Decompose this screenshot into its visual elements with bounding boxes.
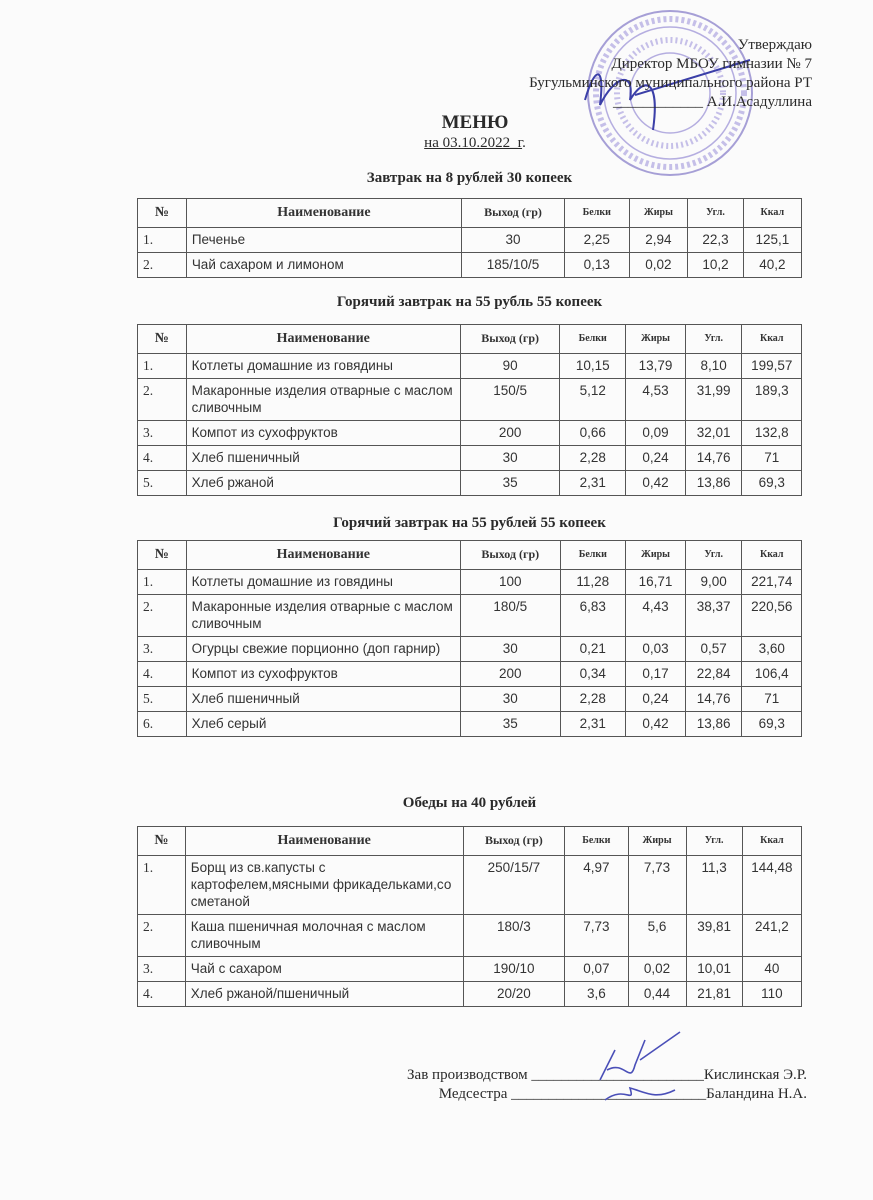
cell-name: Компот из сухофруктов (186, 662, 460, 687)
cell-name: Макаронные изделия отварные с маслом сливочным (186, 379, 460, 421)
column-header-carbs: Угл. (685, 325, 742, 354)
cell-yield: 20/20 (463, 982, 565, 1007)
column-header-name: Наименование (186, 325, 460, 354)
cell-protein: 4,97 (565, 856, 628, 915)
cell-number: 3. (138, 421, 187, 446)
cell-protein: 7,73 (565, 915, 628, 957)
cell-name: Борщ из св.капусты с картофелем,мясными фрикадельками,со сметаной (185, 856, 463, 915)
table-row (138, 662, 802, 687)
cell-name: Чай с сахаром (185, 957, 463, 982)
signature-name: Кислинская Э.Р. (703, 1067, 807, 1083)
cell-yield: 180/5 (460, 595, 560, 637)
cell-yield: 150/5 (460, 379, 560, 421)
cell-yield: 30 (461, 228, 564, 253)
cell-number: 4. (138, 446, 187, 471)
cell-protein: 0,21 (560, 637, 625, 662)
cell-number: 1. (138, 228, 187, 253)
approver-name: А.И.Асадуллина (706, 94, 812, 110)
cell-kcal: 189,3 (742, 379, 802, 421)
section-title: Горячий завтрак на 55 рубль 55 копеек (336, 294, 603, 310)
column-header-fat: Жиры (626, 541, 686, 570)
menu-table (137, 826, 802, 1007)
column-header-carbs: Угл. (685, 541, 742, 570)
cell-name: Каша пшеничная молочная с маслом сливочным (185, 915, 463, 957)
cell-number: 3. (138, 957, 186, 982)
approval-block (529, 36, 812, 112)
cell-carbs: 0,57 (685, 637, 742, 662)
table-row (138, 856, 802, 915)
table-row (138, 421, 802, 446)
cell-protein: 2,28 (560, 687, 625, 712)
cell-protein: 10,15 (560, 354, 626, 379)
cell-name: Огурцы свежие порционно (доп гарнир) (186, 637, 460, 662)
approval-organization: Бугульминского муниципального района РТ (529, 75, 812, 91)
cell-yield: 35 (460, 471, 560, 496)
table-header (138, 827, 802, 856)
signature-line: _______________________ (531, 1067, 704, 1083)
cell-yield: 35 (460, 712, 560, 737)
table-row (138, 982, 802, 1007)
table-header (138, 199, 802, 228)
cell-carbs: 13,86 (685, 712, 742, 737)
cell-yield: 100 (460, 570, 560, 595)
column-header-protein: Белки (560, 325, 626, 354)
cell-carbs: 39,81 (686, 915, 742, 957)
cell-kcal: 40 (742, 957, 801, 982)
cell-kcal: 199,57 (742, 354, 802, 379)
cell-number: 1. (138, 354, 187, 379)
cell-carbs: 14,76 (685, 687, 742, 712)
cell-number: 2. (138, 253, 187, 278)
cell-carbs: 38,37 (685, 595, 742, 637)
column-header-number: № (138, 541, 187, 570)
table-row (138, 687, 802, 712)
cell-name: Котлеты домашние из говядины (186, 570, 460, 595)
cell-yield: 90 (460, 354, 560, 379)
cell-protein: 5,12 (560, 379, 626, 421)
cell-kcal: 110 (742, 982, 801, 1007)
cell-kcal: 125,1 (743, 228, 801, 253)
cell-name: Чай сахаром и лимоном (186, 253, 461, 278)
document-title: МЕНЮ (441, 112, 509, 133)
cell-protein: 2,31 (560, 471, 626, 496)
cell-protein: 6,83 (560, 595, 625, 637)
cell-yield: 200 (460, 662, 560, 687)
cell-name: Компот из сухофруктов (186, 421, 460, 446)
cell-kcal: 221,74 (742, 570, 802, 595)
cell-protein: 2,28 (560, 446, 626, 471)
cell-fat: 0,42 (626, 471, 686, 496)
cell-number: 6. (138, 712, 187, 737)
cell-fat: 0,02 (629, 253, 688, 278)
column-header-protein: Белки (565, 199, 630, 228)
cell-name: Хлеб ржаной (186, 471, 460, 496)
cell-fat: 0,17 (626, 662, 686, 687)
cell-number: 5. (138, 471, 187, 496)
cell-fat: 4,43 (626, 595, 686, 637)
cell-number: 2. (138, 915, 186, 957)
cell-yield: 190/10 (463, 957, 565, 982)
menu-table (137, 540, 802, 737)
cell-kcal: 144,48 (742, 856, 801, 915)
cell-kcal: 71 (742, 687, 802, 712)
signature-role: Зав производством (407, 1067, 528, 1083)
cell-number: 4. (138, 982, 186, 1007)
cell-yield: 185/10/5 (461, 253, 564, 278)
cell-carbs: 10,2 (688, 253, 743, 278)
column-header-protein: Белки (565, 827, 628, 856)
signature-name: Баландина Н.А. (706, 1086, 807, 1102)
cell-number: 1. (138, 856, 186, 915)
cell-protein: 0,66 (560, 421, 626, 446)
column-header-kcal: Ккал (742, 325, 802, 354)
cell-protein: 11,28 (560, 570, 625, 595)
signature-line: __________________________ (511, 1086, 707, 1102)
cell-number: 3. (138, 637, 187, 662)
table-row (138, 471, 802, 496)
column-header-yield: Выход (гр) (463, 827, 565, 856)
column-header-kcal: Ккал (742, 541, 802, 570)
column-header-yield: Выход (гр) (460, 541, 560, 570)
cell-protein: 3,6 (565, 982, 628, 1007)
cell-yield: 30 (460, 637, 560, 662)
cell-number: 2. (138, 379, 187, 421)
cell-fat: 4,53 (626, 379, 686, 421)
table-row (138, 446, 802, 471)
cell-carbs: 22,84 (685, 662, 742, 687)
cell-fat: 7,73 (628, 856, 686, 915)
cell-yield: 30 (460, 687, 560, 712)
cell-kcal: 241,2 (742, 915, 801, 957)
column-header-fat: Жиры (629, 199, 688, 228)
cell-yield: 30 (460, 446, 560, 471)
cell-number: 4. (138, 662, 187, 687)
cell-carbs: 32,01 (685, 421, 742, 446)
cell-carbs: 14,76 (685, 446, 742, 471)
menu-table (137, 198, 802, 278)
cell-number: 1. (138, 570, 187, 595)
column-header-number: № (138, 199, 187, 228)
cell-kcal: 40,2 (743, 253, 801, 278)
table-row (138, 957, 802, 982)
column-header-carbs: Угл. (688, 199, 743, 228)
handwritten-signatures (585, 1030, 695, 1110)
cell-name: Хлеб ржаной/пшеничный (185, 982, 463, 1007)
cell-protein: 0,07 (565, 957, 628, 982)
column-header-kcal: Ккал (743, 199, 801, 228)
approval-position: Директор МБОУ гимназии № 7 (611, 56, 812, 72)
cell-name: Котлеты домашние из говядины (186, 354, 460, 379)
table-header (138, 325, 802, 354)
table-row (138, 570, 802, 595)
column-header-kcal: Ккал (742, 827, 801, 856)
section-title: Горячий завтрак на 55 рублей 55 копеек (333, 515, 606, 531)
cell-number: 5. (138, 687, 187, 712)
menu-date (0, 135, 873, 152)
cell-kcal: 132,8 (742, 421, 802, 446)
table-row (138, 228, 802, 253)
cell-fat: 2,94 (629, 228, 688, 253)
cell-kcal: 69,3 (742, 471, 802, 496)
table-row (138, 637, 802, 662)
cell-protein: 0,34 (560, 662, 625, 687)
column-header-name: Наименование (185, 827, 463, 856)
cell-protein: 0,13 (565, 253, 630, 278)
cell-carbs: 13,86 (685, 471, 742, 496)
menu-table (137, 324, 802, 496)
cell-kcal: 3,60 (742, 637, 802, 662)
cell-carbs: 22,3 (688, 228, 743, 253)
table-header (138, 541, 802, 570)
cell-yield: 180/3 (463, 915, 565, 957)
cell-fat: 0,44 (628, 982, 686, 1007)
cell-kcal: 220,56 (742, 595, 802, 637)
cell-fat: 0,02 (628, 957, 686, 982)
table-row (138, 915, 802, 957)
cell-name: Хлеб пшеничный (186, 687, 460, 712)
cell-carbs: 31,99 (685, 379, 742, 421)
approval-signature-line (529, 93, 812, 112)
cell-yield: 200 (460, 421, 560, 446)
column-header-fat: Жиры (628, 827, 686, 856)
cell-carbs: 10,01 (686, 957, 742, 982)
cell-fat: 0,42 (626, 712, 686, 737)
cell-fat: 5,6 (628, 915, 686, 957)
column-header-protein: Белки (560, 541, 625, 570)
section-title: Завтрак на 8 рублей 30 копеек (366, 170, 573, 186)
column-header-carbs: Угл. (686, 827, 742, 856)
cell-kcal: 106,4 (742, 662, 802, 687)
column-header-name: Наименование (186, 541, 460, 570)
signature-role: Медсестра (438, 1086, 508, 1102)
cell-protein: 2,31 (560, 712, 625, 737)
cell-name: Хлеб серый (186, 712, 460, 737)
table-row (138, 354, 802, 379)
cell-fat: 16,71 (626, 570, 686, 595)
table-row (138, 253, 802, 278)
cell-name: Хлеб пшеничный (186, 446, 460, 471)
section-title: Обеды на 40 рублей (402, 795, 537, 811)
menu-date-value: на 03.10.2022_г (424, 135, 523, 151)
cell-number: 2. (138, 595, 187, 637)
cell-fat: 0,24 (626, 687, 686, 712)
column-header-fat: Жиры (626, 325, 686, 354)
cell-fat: 0,09 (626, 421, 686, 446)
cell-carbs: 21,81 (686, 982, 742, 1007)
table-row (138, 712, 802, 737)
menu-date-suffix: . (522, 135, 526, 151)
column-header-number: № (138, 827, 186, 856)
column-header-number: № (138, 325, 187, 354)
column-header-name: Наименование (186, 199, 461, 228)
cell-carbs: 9,00 (685, 570, 742, 595)
cell-fat: 0,03 (626, 637, 686, 662)
cell-protein: 2,25 (565, 228, 630, 253)
table-row (138, 595, 802, 637)
cell-fat: 0,24 (626, 446, 686, 471)
cell-kcal: 71 (742, 446, 802, 471)
signature-blank: ____________ (612, 94, 703, 110)
approval-word: Утверждаю (737, 37, 812, 53)
column-header-yield: Выход (гр) (461, 199, 564, 228)
cell-fat: 13,79 (626, 354, 686, 379)
table-row (138, 379, 802, 421)
cell-carbs: 11,3 (686, 856, 742, 915)
cell-name: Макаронные изделия отварные с маслом сливочным (186, 595, 460, 637)
cell-carbs: 8,10 (685, 354, 742, 379)
cell-yield: 250/15/7 (463, 856, 565, 915)
cell-kcal: 69,3 (742, 712, 802, 737)
column-header-yield: Выход (гр) (460, 325, 560, 354)
cell-name: Печенье (186, 228, 461, 253)
